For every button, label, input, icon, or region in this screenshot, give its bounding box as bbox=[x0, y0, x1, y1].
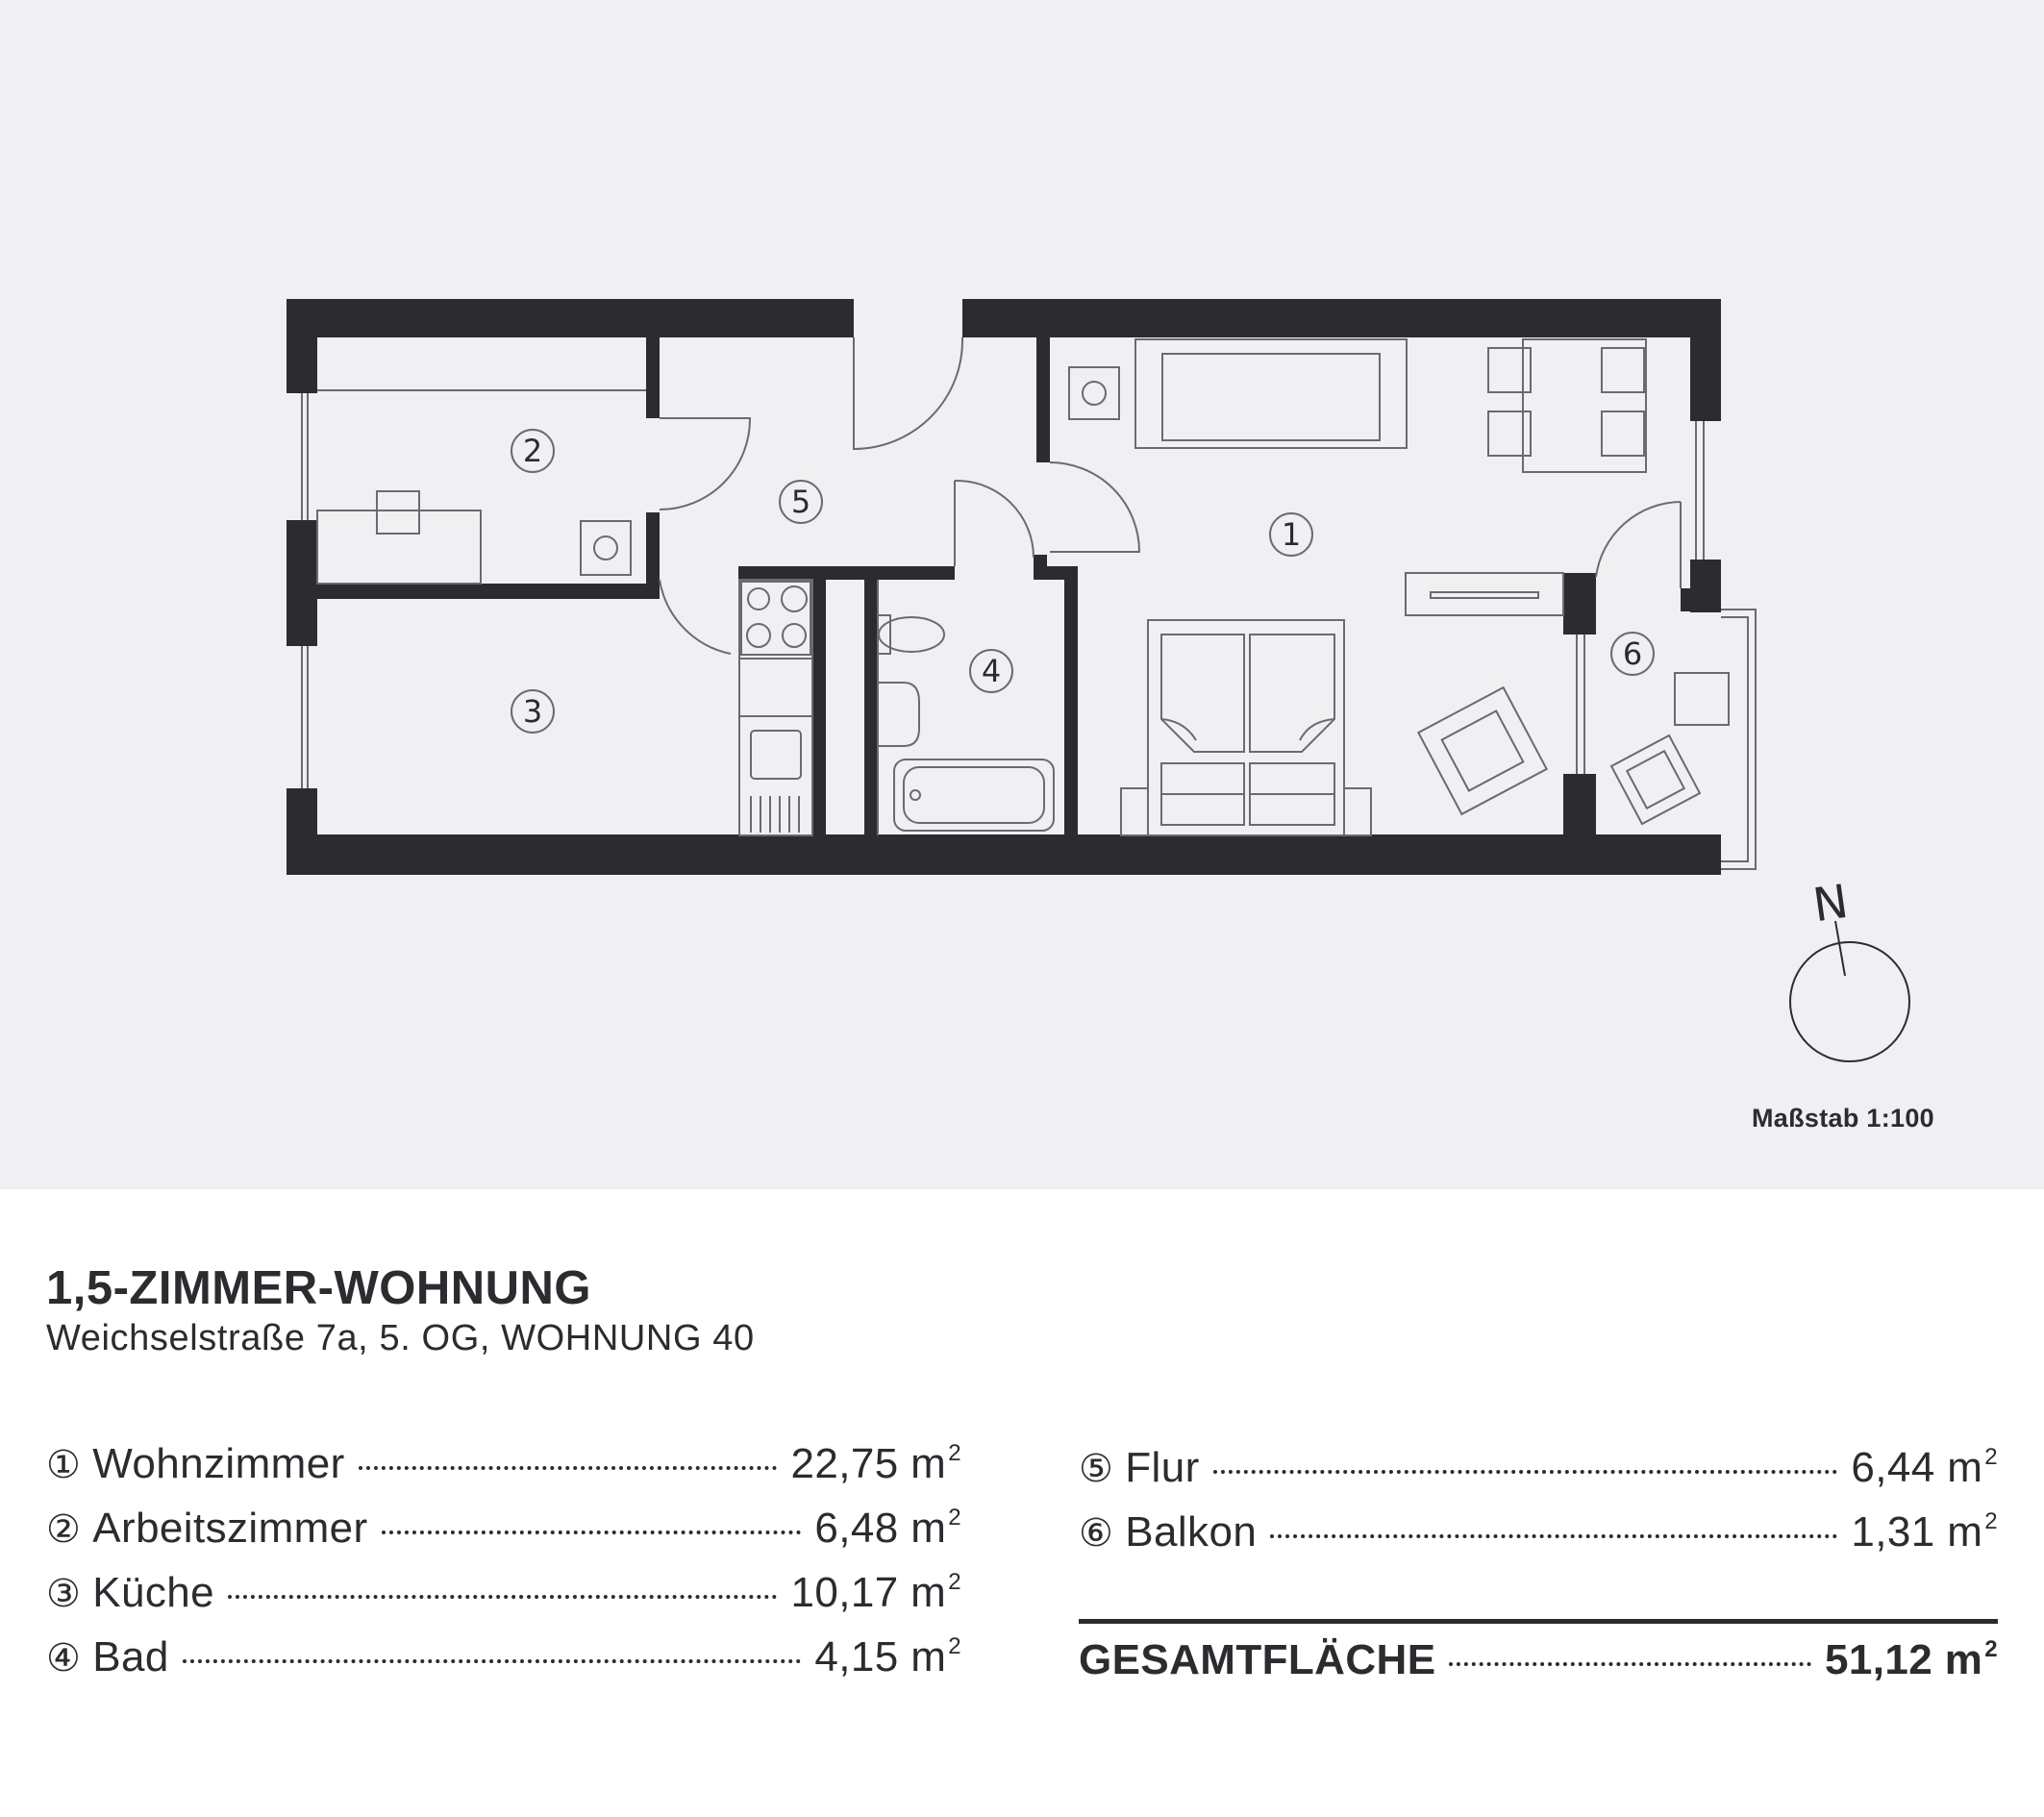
room-name: Balkon bbox=[1125, 1508, 1258, 1556]
area-row-flur bbox=[1079, 1444, 1998, 1498]
room-name: Wohnzimmer bbox=[92, 1440, 345, 1487]
area-row-bad bbox=[46, 1633, 961, 1687]
area-row-arbeitszimmer bbox=[46, 1505, 961, 1558]
leader-dots bbox=[1449, 1662, 1811, 1666]
room-number-symbol: ③ bbox=[46, 1572, 82, 1616]
room-badge-3 bbox=[511, 690, 554, 733]
room-badge-6 bbox=[1611, 633, 1654, 675]
leader-dots bbox=[359, 1466, 778, 1470]
room-number-symbol: ④ bbox=[46, 1636, 82, 1680]
north-arrow-icon bbox=[1790, 875, 1909, 1061]
room-area: 6,48 $m^2$ bbox=[814, 1505, 961, 1552]
walls bbox=[287, 299, 1721, 875]
room-badge-2 bbox=[511, 430, 554, 472]
area-row-total bbox=[1079, 1636, 1998, 1690]
room-area: 1,31 $m^2$ bbox=[1851, 1508, 1998, 1556]
svg-text:3: 3 bbox=[522, 693, 543, 730]
total-divider bbox=[1079, 1619, 1998, 1624]
room-number-symbol: ② bbox=[46, 1507, 82, 1552]
area-row-balkon bbox=[1079, 1508, 1998, 1562]
room-number-symbol: ⑥ bbox=[1079, 1511, 1114, 1556]
apartment-address: Weichselstraße 7a, 5. OG, WOHNUNG 40 bbox=[46, 1318, 755, 1358]
leader-dots bbox=[228, 1595, 777, 1599]
room-name: Bad bbox=[92, 1633, 169, 1680]
leader-dots bbox=[1213, 1470, 1838, 1474]
total-label: GESAMTFLÄCHE bbox=[1079, 1636, 1436, 1683]
room-badge-4 bbox=[970, 650, 1012, 692]
room-badge-5 bbox=[780, 481, 822, 523]
area-row-wohnzimmer bbox=[46, 1440, 961, 1494]
room-name: Flur bbox=[1125, 1444, 1200, 1491]
room-name: Küche bbox=[92, 1569, 215, 1616]
room-area: 6,44 $m^2$ bbox=[1851, 1444, 1998, 1491]
scale-label: Maßstab 1:100 bbox=[1752, 1104, 1934, 1133]
living-furniture bbox=[1069, 339, 1646, 835]
room-name: Arbeitszimmer bbox=[92, 1505, 368, 1552]
room-area: 10,17 $m^2$ bbox=[790, 1569, 961, 1616]
svg-text:6: 6 bbox=[1622, 635, 1643, 672]
leader-dots bbox=[382, 1531, 802, 1534]
room-area: 4,15 $m^2$ bbox=[814, 1633, 961, 1680]
bath-furniture bbox=[878, 580, 1054, 835]
svg-text:2: 2 bbox=[522, 433, 543, 469]
total-area: 51,12 $m^2$ bbox=[1824, 1636, 1998, 1683]
kitchen-furniture bbox=[739, 580, 812, 835]
svg-text:4: 4 bbox=[981, 653, 1002, 689]
leader-dots bbox=[183, 1659, 802, 1663]
svg-text:1: 1 bbox=[1281, 516, 1302, 553]
room-badge-1 bbox=[1270, 513, 1312, 556]
room-number-symbol: ⑤ bbox=[1079, 1447, 1114, 1491]
study-furniture bbox=[317, 390, 646, 584]
room-area: 22,75 $m^2$ bbox=[790, 1440, 961, 1487]
area-row-kueche bbox=[46, 1569, 961, 1623]
room-number-symbol: ① bbox=[46, 1443, 82, 1487]
svg-text:5: 5 bbox=[790, 484, 811, 520]
svg-text:N: N bbox=[1809, 874, 1852, 933]
leader-dots bbox=[1270, 1534, 1837, 1538]
apartment-title: 1,5-ZIMMER-WOHNUNG bbox=[46, 1262, 592, 1314]
